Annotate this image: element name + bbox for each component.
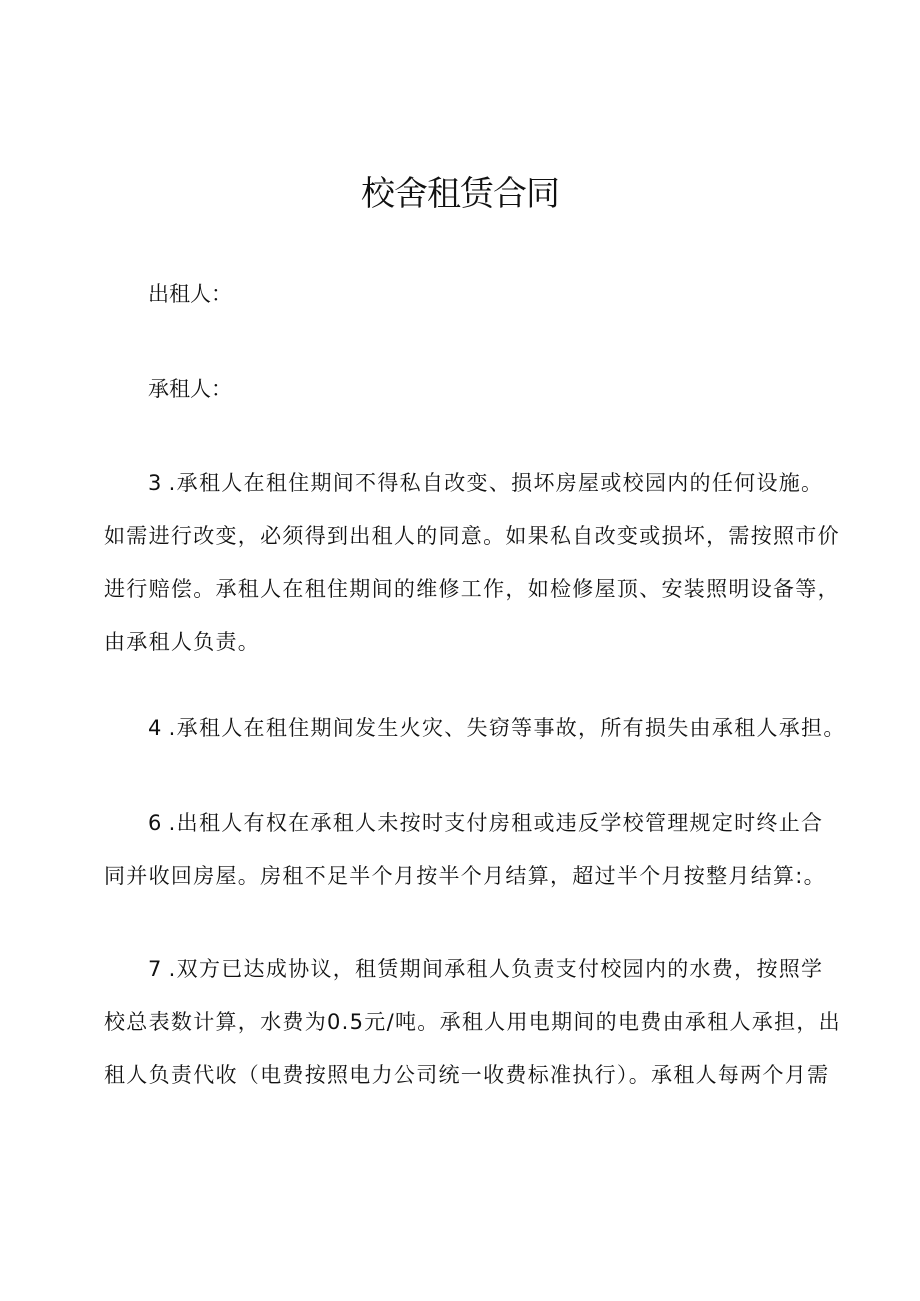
clause-3 [104, 468, 864, 680]
clause-number: 6 [148, 811, 163, 835]
clause-line: 同并收回房屋。房租不足半个月按半个月结算，超过半个月按整月结算:。 [104, 864, 826, 888]
clause-line: 如需进行改变，必须得到出租人的同意。如果私自改变或损坏，需按照市价 [104, 524, 840, 548]
clause-7 [104, 954, 864, 1113]
clause-number: 3 [148, 471, 163, 495]
clause-6 [104, 808, 864, 914]
clause-number: 7 [148, 957, 163, 981]
clause-text: .出租人有权在承租人未按时支付房租或违反学校管理规定时终止合 [168, 811, 824, 835]
clause-text: .双方已达成协议，租赁期间承租人负责支付校园内的水费，按照学 [168, 957, 824, 981]
clause-line [104, 468, 864, 521]
clause-text: .承租人在租住期间发生火灾、失窃等事故，所有损失由承租人承担。 [168, 716, 846, 740]
lessee-label: 承租人： [148, 377, 232, 401]
clause-line [104, 713, 864, 766]
clause-line: 进行赔偿。承租人在租住期间的维修工作，如检修屋顶、安装照明设备等， [104, 577, 840, 601]
clause-line: 租人负责代收（电费按照电力公司统一收费标准执行）。承租人每两个月需 [104, 1063, 830, 1087]
clause-4 [104, 713, 864, 766]
clause-line [104, 808, 864, 861]
clause-number: 4 [148, 716, 163, 740]
clause-line: 由承租人负责。 [104, 630, 261, 654]
clause-line [104, 954, 864, 1007]
lessor-label: 出租人： [148, 282, 232, 306]
document-title: 校舍租赁合同 [361, 174, 559, 214]
clause-line: 校总表数计算，水费为0.5元/吨。承租人用电期间的电费由承租人承担，出 [104, 1010, 841, 1034]
clause-text: .承租人在租住期间不得私自改变、损坏房屋或校园内的任何设施。 [168, 471, 824, 495]
